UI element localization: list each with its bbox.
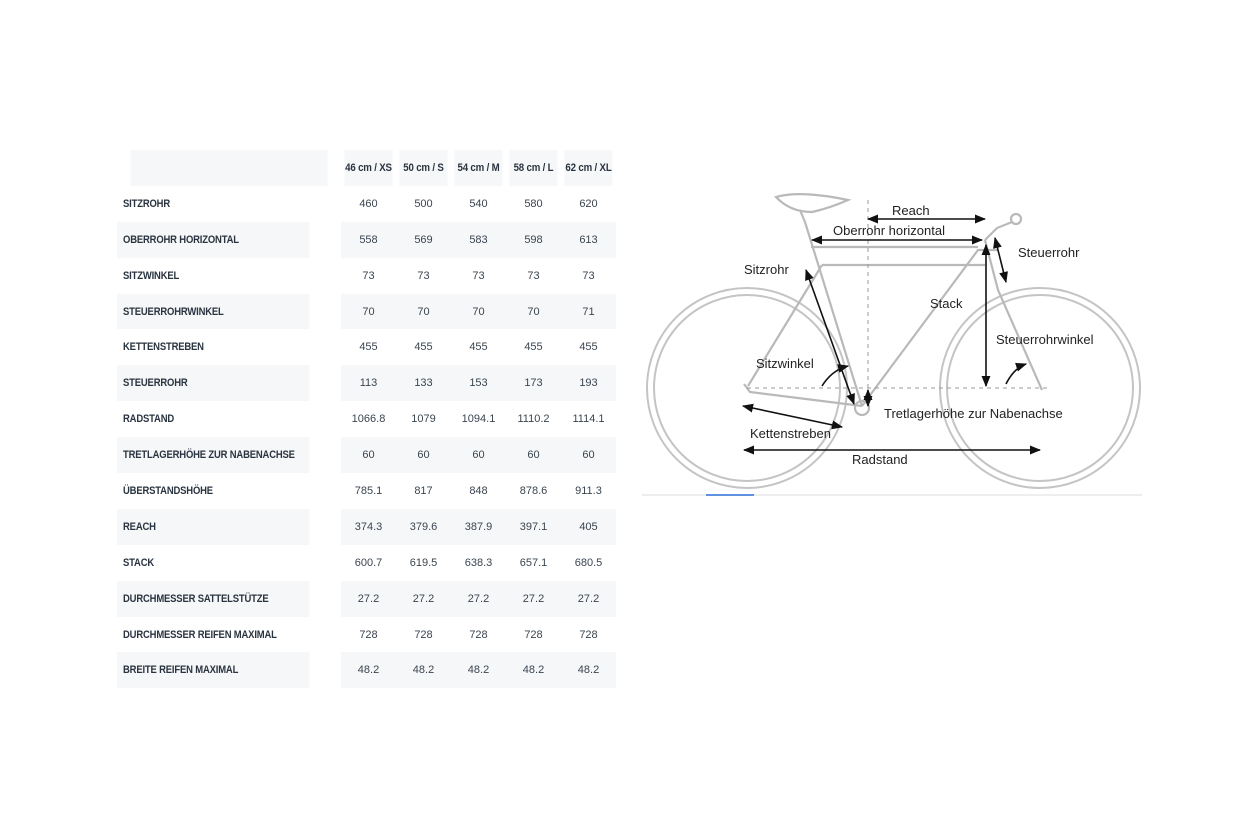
table-row xyxy=(117,652,616,688)
table-row xyxy=(117,401,616,437)
row-value: 638.3 xyxy=(464,556,493,569)
label-kettenstreben: Kettenstreben xyxy=(750,426,831,441)
row-label: KETTENSTREBEN xyxy=(123,341,204,354)
row-value: 619.5 xyxy=(409,556,438,569)
geometry-table xyxy=(117,150,616,688)
size-header-l: 58 cm / L xyxy=(509,150,557,186)
row-value: 455 xyxy=(524,341,543,354)
row-value: 455 xyxy=(469,341,488,354)
row-value: 27.2 xyxy=(561,581,616,617)
row-value: 73 xyxy=(417,269,430,282)
row-value: 73 xyxy=(527,269,540,282)
row-value: 27.2 xyxy=(506,581,561,617)
row-value: 558 xyxy=(341,222,396,258)
row-value: 728 xyxy=(414,628,433,641)
label-sitzwinkel: Sitzwinkel xyxy=(756,356,814,371)
size-header-xs: 46 cm / XS xyxy=(344,150,392,186)
row-value: 728 xyxy=(579,628,598,641)
row-value: 60 xyxy=(561,437,616,473)
row-value: 728 xyxy=(469,628,488,641)
row-value: 455 xyxy=(359,341,378,354)
label-steuerrohrwinkel: Steuerrohrwinkel xyxy=(996,332,1094,347)
row-value: 70 xyxy=(506,294,561,330)
row-value: 60 xyxy=(451,437,506,473)
row-label: STACK xyxy=(123,556,155,569)
kettenstreben-arrow xyxy=(743,406,842,427)
row-value: 1110.2 xyxy=(517,413,550,426)
table-row xyxy=(117,473,616,509)
row-value: 60 xyxy=(396,437,451,473)
row-value: 73 xyxy=(472,269,485,282)
row-value: 173 xyxy=(506,365,561,401)
row-value: 71 xyxy=(561,294,616,330)
row-value: 48.2 xyxy=(506,652,561,688)
row-value: 70 xyxy=(341,294,396,330)
row-label: ÜBERSTANDSHÖHE xyxy=(123,484,213,497)
row-value: 848 xyxy=(469,484,488,497)
table-row xyxy=(117,294,616,330)
table-row xyxy=(117,581,616,617)
steuerrohrwinkel-angle-arrow xyxy=(1006,364,1026,384)
row-value: 580 xyxy=(524,197,543,210)
row-value: 817 xyxy=(414,484,433,497)
row-label: OBERROHR HORIZONTAL xyxy=(117,222,310,258)
row-value: 193 xyxy=(561,365,616,401)
row-label: SITZWINKEL xyxy=(123,269,180,282)
row-value: 785.1 xyxy=(354,484,383,497)
row-value: 600.7 xyxy=(354,556,383,569)
row-label: DURCHMESSER SATTELSTÜTZE xyxy=(117,581,310,617)
size-header-m: 54 cm / M xyxy=(454,150,502,186)
table-corner-cell xyxy=(130,150,327,186)
row-value: 728 xyxy=(359,628,378,641)
row-value: 133 xyxy=(396,365,451,401)
row-value: 60 xyxy=(341,437,396,473)
row-value: 153 xyxy=(451,365,506,401)
row-value: 379.6 xyxy=(396,509,451,545)
steuerrohr-arrow xyxy=(995,238,1006,282)
row-value: 73 xyxy=(582,269,595,282)
row-label: REACH xyxy=(117,509,310,545)
table-header-row xyxy=(117,150,616,186)
row-value: 569 xyxy=(396,222,451,258)
row-label: RADSTAND xyxy=(123,413,175,426)
row-value: 60 xyxy=(506,437,561,473)
size-header-xl: 62 cm / XL xyxy=(564,150,612,186)
label-radstand: Radstand xyxy=(852,452,908,467)
row-value: 500 xyxy=(414,197,433,210)
row-value: 48.2 xyxy=(561,652,616,688)
row-value: 657.1 xyxy=(519,556,548,569)
row-value: 73 xyxy=(362,269,375,282)
row-label: TRETLAGERHÖHE ZUR NABENACHSE xyxy=(117,437,310,473)
table-body xyxy=(117,186,616,688)
row-value: 728 xyxy=(524,628,543,641)
label-oberrohr: Oberrohr horizontal xyxy=(833,223,945,238)
row-label: DURCHMESSER REIFEN MAXIMAL xyxy=(123,628,277,641)
row-value: 878.6 xyxy=(519,484,548,497)
table-row xyxy=(117,509,616,545)
row-label: SITZROHR xyxy=(123,197,170,210)
table-row xyxy=(117,545,616,581)
sitzrohr-arrow xyxy=(806,270,854,404)
table-row xyxy=(117,617,616,653)
row-value: 113 xyxy=(341,365,396,401)
row-label: STEUERROHR xyxy=(117,365,310,401)
row-value: 613 xyxy=(561,222,616,258)
row-value: 911.3 xyxy=(575,484,602,497)
row-value: 27.2 xyxy=(341,581,396,617)
row-value: 48.2 xyxy=(451,652,506,688)
row-value: 540 xyxy=(469,197,488,210)
label-steuerrohr: Steuerrohr xyxy=(1018,245,1080,260)
row-value: 598 xyxy=(506,222,561,258)
table-row xyxy=(117,186,616,222)
row-value: 583 xyxy=(451,222,506,258)
row-value: 70 xyxy=(451,294,506,330)
row-value: 680.5 xyxy=(574,556,603,569)
label-tretlager: Tretlagerhöhe zur Nabenachse xyxy=(884,406,1063,421)
table-row xyxy=(117,437,616,473)
row-value: 460 xyxy=(359,197,378,210)
row-value: 620 xyxy=(579,197,598,210)
row-value: 48.2 xyxy=(341,652,396,688)
label-reach: Reach xyxy=(892,203,930,218)
label-stack: Stack xyxy=(930,296,963,311)
row-value: 397.1 xyxy=(506,509,561,545)
row-value: 1094.1 xyxy=(461,413,496,426)
row-value: 1114.1 xyxy=(572,413,605,426)
row-value: 70 xyxy=(396,294,451,330)
row-value: 405 xyxy=(561,509,616,545)
row-value: 1079 xyxy=(411,413,436,426)
bike-geometry-diagram xyxy=(640,180,1150,510)
row-value: 455 xyxy=(414,341,433,354)
row-label: STEUERROHRWINKEL xyxy=(117,294,310,330)
row-value: 27.2 xyxy=(451,581,506,617)
row-value: 374.3 xyxy=(341,509,396,545)
row-value: 455 xyxy=(579,341,598,354)
row-value: 1066.8 xyxy=(351,413,386,426)
table-row xyxy=(117,222,616,258)
label-sitzrohr: Sitzrohr xyxy=(744,262,789,277)
row-value: 387.9 xyxy=(451,509,506,545)
table-row xyxy=(117,258,616,294)
size-header-s: 50 cm / S xyxy=(399,150,447,186)
table-row xyxy=(117,365,616,401)
row-value: 48.2 xyxy=(396,652,451,688)
row-value: 27.2 xyxy=(396,581,451,617)
table-row xyxy=(117,329,616,365)
row-label: BREITE REIFEN MAXIMAL xyxy=(117,652,310,688)
